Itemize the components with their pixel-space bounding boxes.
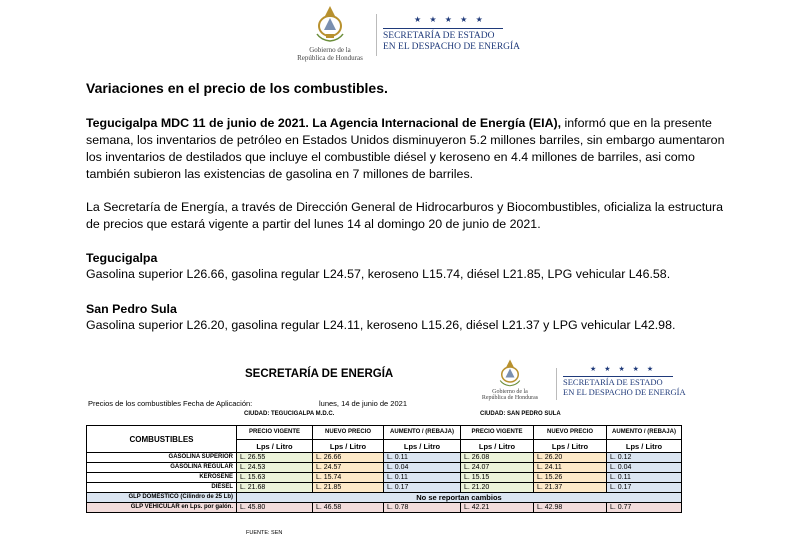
price-table — [86, 425, 682, 513]
header-divider — [376, 14, 377, 56]
price-cell: L. 24.07 — [461, 463, 534, 473]
header-nuevo-b: NUEVO PRECIO — [534, 426, 607, 440]
price-cell: L. 0.12 — [607, 453, 682, 463]
unit-cell: Lps / Litro — [461, 440, 534, 453]
unit-cell: Lps / Litro — [534, 440, 607, 453]
price-cell: L. 15.26 — [534, 473, 607, 483]
price-cell: L. 0.04 — [384, 463, 461, 473]
price-cell: L. 21.85 — [313, 483, 384, 493]
price-cell: L. 45.80 — [237, 503, 313, 513]
price-cell: L. 21.20 — [461, 483, 534, 493]
price-cell: L. 24.53 — [237, 463, 313, 473]
product-name: KEROSENE — [87, 473, 237, 483]
unit-cell: Lps / Litro — [313, 440, 384, 453]
unit-cell: Lps / Litro — [607, 440, 682, 453]
header-rule — [383, 28, 503, 29]
product-name: GLP VEHICULAR en Lps. por galón. — [87, 503, 237, 513]
city-a-label: CIUDAD: TEGUCIGALPA M.D.C. — [244, 411, 335, 417]
price-cell: L. 26.20 — [534, 453, 607, 463]
sec-line2: EN EL DESPACHO DE ENERGÍA — [383, 42, 521, 52]
gob-line1: Gobierno de la — [309, 46, 351, 54]
header-vigente-b: PRECIO VIGENTE — [461, 426, 534, 440]
price-cell: L. 0.17 — [384, 483, 461, 493]
table-row — [87, 453, 682, 463]
price-cell: L. 46.58 — [313, 503, 384, 513]
price-cell: L. 42.98 — [534, 503, 607, 513]
price-cell: L. 24.11 — [534, 463, 607, 473]
price-cell: L. 0.11 — [384, 453, 461, 463]
header-aumento-a: AUMENTO / (REBAJA) — [384, 426, 461, 440]
gob-small-line2: República de Honduras — [481, 395, 539, 401]
table-row-glp-vehicular — [87, 503, 682, 513]
table-date: lunes, 14 de junio de 2021 — [319, 399, 407, 408]
unit-cell: Lps / Litro — [237, 440, 313, 453]
table-row — [87, 463, 682, 473]
city-sps-title: San Pedro Sula — [86, 302, 177, 316]
city-tegucigalpa-prices: Gasolina superior L26.66, gasolina regular L24.57, keroseno L15.74, diésel L21.85, LPG vehicular L46.58. — [86, 267, 671, 281]
product-name: DIÉSEL — [87, 483, 237, 493]
price-cell: L. 0.11 — [607, 473, 682, 483]
price-cell: L. 42.21 — [461, 503, 534, 513]
stars-small-icon: ★ ★ ★ ★ ★ — [590, 366, 657, 373]
header-combustibles: COMBUSTIBLES — [87, 426, 237, 453]
price-cell: L. 26.55 — [237, 453, 313, 463]
header-vigente-a: PRECIO VIGENTE — [237, 426, 313, 440]
city-sps-prices: Gasolina superior L26.20, gasolina regular L24.11, keroseno L15.26, diésel L21.37 y LPG vehicular L42.98. — [86, 318, 676, 332]
price-cell: L. 0.17 — [607, 483, 682, 493]
no-changes-note: No se reportan cambios — [237, 493, 682, 503]
city-tegucigalpa-title: Tegucigalpa — [86, 251, 158, 265]
table-row-glp-domestico — [87, 493, 682, 503]
unit-cell: Lps / Litro — [384, 440, 461, 453]
price-cell: L. 0.11 — [384, 473, 461, 483]
price-cell: L. 26.66 — [313, 453, 384, 463]
stars-icon: ★ ★ ★ ★ ★ — [414, 15, 486, 24]
honduras-coat-of-arms-small-icon — [497, 358, 523, 388]
paragraph-1 — [86, 115, 726, 183]
honduras-coat-of-arms-icon — [313, 4, 347, 44]
price-cell: L. 15.15 — [461, 473, 534, 483]
price-cell: L. 0.78 — [384, 503, 461, 513]
paragraph-1-lead: Tegucigalpa MDC 11 de junio de 2021. La Agencia Internacional de Energía (EIA), — [86, 116, 562, 130]
header-aumento-b: AUMENTO / (REBAJA) — [607, 426, 682, 440]
price-cell: L. 21.37 — [534, 483, 607, 493]
price-cell: L. 21.68 — [237, 483, 313, 493]
gob-line2: República de Honduras — [297, 54, 363, 62]
product-name: GASOLINA SUPERIOR — [87, 453, 237, 463]
table-row — [87, 483, 682, 493]
page-title: Variaciones en el precio de los combustibles. — [86, 80, 388, 96]
sec-line1: SECRETARÍA DE ESTADO — [383, 31, 495, 41]
price-cell: L. 0.77 — [607, 503, 682, 513]
table-header-divider — [556, 368, 557, 400]
paragraph-1-body: informó que en la presente semana, los inventarios de petróleo en Estados Unidos disminuyeron 5.2 millones barriles, sin embargo aumentaron los inventarios de destilados que incluye el combustible diésel y keroseno en 4.4 millones de barriles, asi como también subieron las existencias de gasolina en 7 millones de barriles. — [86, 116, 725, 181]
table-source: FUENTE: SEN — [246, 530, 283, 536]
table-caption: Precios de los combustibles Fecha de Aplicación: — [88, 399, 253, 408]
price-cell: L. 26.08 — [461, 453, 534, 463]
gob-small-line1: Gobierno de la — [492, 389, 528, 395]
product-name: GLP DOMÉSTICO (Cilindro de 25 Lb) — [87, 493, 237, 503]
city-b-label: CIUDAD: SAN PEDRO SULA — [480, 411, 561, 417]
table-title: SECRETARÍA DE ENERGÍA — [245, 368, 394, 380]
sec-small-line2: EN EL DESPACHO DE ENERGÍA — [563, 386, 686, 397]
paragraph-2: La Secretaría de Energía, a través de Dirección General de Hidrocarburos y Biocombustibles, oficializa la estructura de precios que estará vigente a partir del lunes 14 al domingo 20 de junio de 2021. — [86, 200, 724, 231]
price-cell: L. 0.04 — [607, 463, 682, 473]
header-nuevo-a: NUEVO PRECIO — [313, 426, 384, 440]
price-cell: L. 15.63 — [237, 473, 313, 483]
price-cell: L. 24.57 — [313, 463, 384, 473]
product-name: GASOLINA REGULAR — [87, 463, 237, 473]
table-row — [87, 473, 682, 483]
price-cell: L. 15.74 — [313, 473, 384, 483]
sec-small-line1: SECRETARÍA DE ESTADO — [563, 377, 663, 387]
